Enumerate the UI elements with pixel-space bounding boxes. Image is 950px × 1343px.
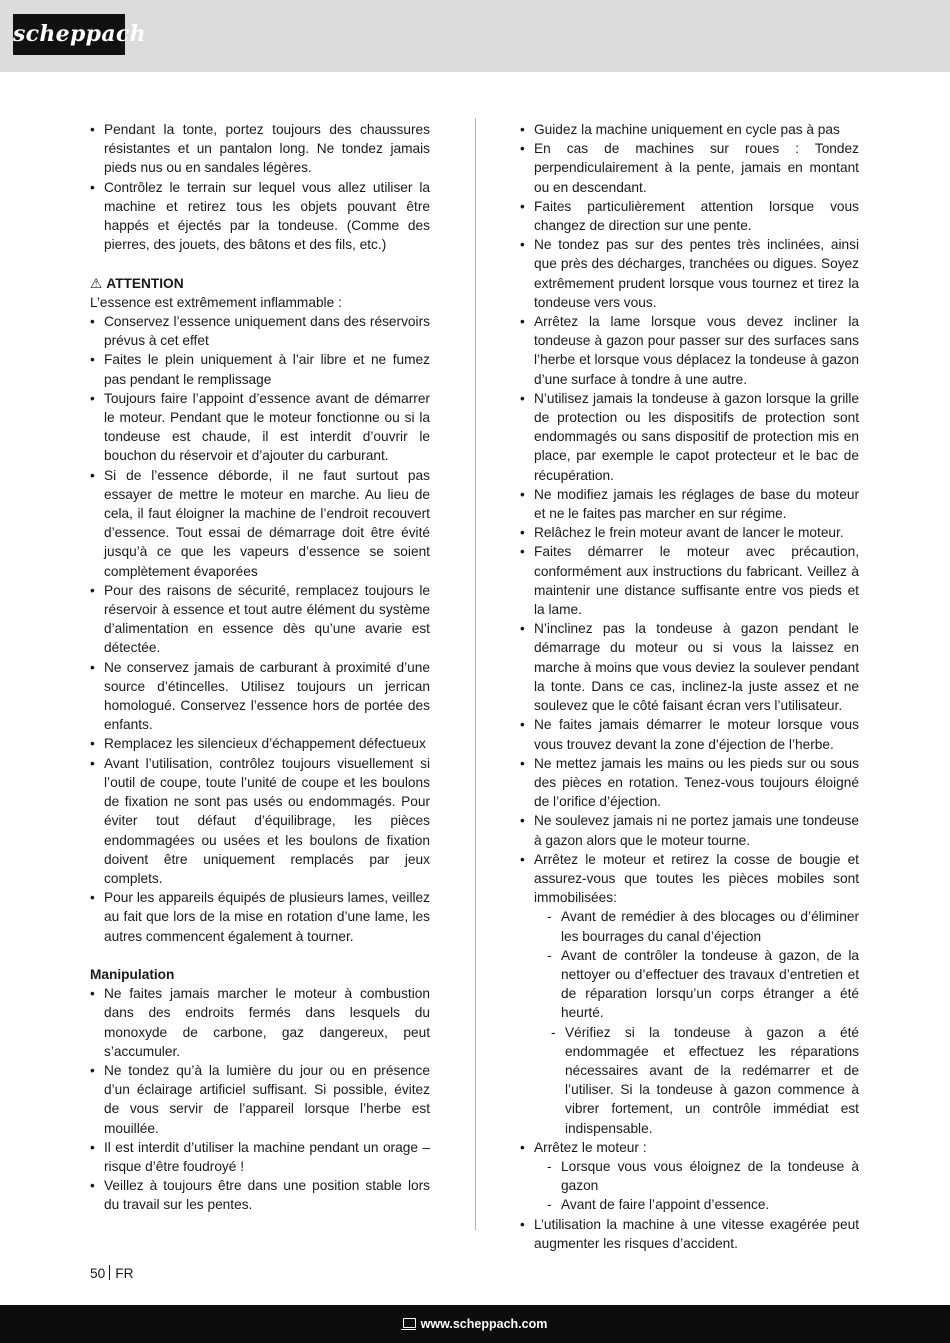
list-item: • Faites le plein uniquement à l’air libre et ne fumez pas pendant le remplissage bbox=[90, 350, 430, 388]
list-item: • N’utilisez jamais la tondeuse à gazon lorsque la grille de protection ou les dispositifs de protection sont endommagés ou sans dispositif de protection mis en place, par exemple le capot protecteur et le bac de récupération. bbox=[520, 389, 859, 485]
list-item: • Avant l’utilisation, contrôlez toujours visuellement si l’outil de coupe, toute l’unité de coupe et les boulons de fixation ne sont pas usés ou endommagés. Pour éviter tout défaut d’équilibrage, les pièces endommagées ou usées et les boulons de fixation doivent être uniquement remplacés par jeux complets. bbox=[90, 754, 430, 888]
list-item: • Pour des raisons de sécurité, remplacez toujours le réservoir à essence et tout autre élément du système d’alimentation en essence dès qu’une avarie est détectée. bbox=[90, 581, 430, 658]
page-separator bbox=[109, 1265, 110, 1280]
list-item: • Conservez l’essence uniquement dans des réservoirs prévus à cet effet bbox=[90, 312, 430, 350]
footer-band bbox=[0, 1305, 950, 1343]
sub-list-item: - Vérifiez si la tondeuse à gazon a été endommagée et effectuez les réparations nécessaires avant de la redémarrer et de l’utiliser. Si la tondeuse à gazon commence à vibrer fortement, un contrôle immédiat est indispensable. bbox=[534, 1023, 859, 1138]
computer-icon bbox=[403, 1318, 416, 1328]
left-column bbox=[90, 120, 430, 1215]
header-band bbox=[0, 0, 950, 72]
list-item: • Contrôlez le terrain sur lequel vous allez utiliser la machine et retirez tous les objets pouvant être happés et éjectés par la tondeuse. (Comme des pierres, des jouets, des bâtons et des fils, etc.) bbox=[90, 178, 430, 255]
list-item: • Si de l’essence déborde, il ne faut surtout pas essayer de mettre le moteur en marche. Au lieu de cela, il faut éloigner la machine de l’endroit recouvert d’essence. Tout essai de démarrage doit être évité jusqu’à ce que les vapeurs d’essence se soient complètement évaporées bbox=[90, 466, 430, 581]
list-item: • Ne conservez jamais de carburant à proximité d’une source d’étincelles. Utilisez toujours un jerrican homologué. Conservez l’essence hors de portée des enfants. bbox=[90, 658, 430, 735]
language-code: FR bbox=[115, 1266, 134, 1281]
list-item: • Remplacez les silencieux d’échappement défectueux bbox=[90, 734, 430, 753]
list-item: • L’utilisation la machine à une vitesse exagérée peut augmenter les risques d’accident. bbox=[520, 1215, 859, 1253]
list-item: • En cas de machines sur roues : Tondez perpendiculairement à la pente, jamais en montant ou en descendant. bbox=[520, 139, 859, 197]
column-divider bbox=[475, 118, 476, 1230]
list-item-text: Arrêtez le moteur : bbox=[534, 1139, 647, 1155]
list-item-stop-engine bbox=[520, 850, 859, 1138]
manipulation-heading: Manipulation bbox=[90, 966, 175, 982]
list-item-stop-motor bbox=[520, 1138, 859, 1215]
list-item-text: Arrêtez le moteur et retirez la cosse de bougie et assurez-vous que toutes les pièces mobiles sont immobilisées: bbox=[534, 851, 859, 906]
sub-list-item: - Avant de contrôler la tondeuse à gazon, de la nettoyer ou d’effectuer des travaux d’entretien et de réparation lorsqu’un corps étranger a été heurté. bbox=[534, 946, 859, 1023]
list-item: • Il est interdit d’utiliser la machine pendant un orage – risque d’être foudroyé ! bbox=[90, 1138, 430, 1176]
list-item: • Pour les appareils équipés de plusieurs lames, veillez au fait que lors de la mise en rotation d’une lame, les autres commencent également à tourner. bbox=[90, 888, 430, 946]
sub-list-item: - Avant de remédier à des blocages ou d’éliminer les bourrages du canal d’éjection bbox=[534, 907, 859, 945]
list-item: • Faites particulièrement attention lorsque vous changez de direction sur une pente. bbox=[520, 197, 859, 235]
list-item: • Guidez la machine uniquement en cycle pas à pas bbox=[520, 120, 859, 139]
right-column bbox=[520, 120, 859, 1253]
list-item: • Ne modifiez jamais les réglages de base du moteur et ne le faites pas marcher en sur régime. bbox=[520, 485, 859, 523]
page-number-value: 50 bbox=[90, 1266, 106, 1281]
list-item: • Relâchez le frein moteur avant de lancer le moteur. bbox=[520, 523, 859, 542]
list-item: • N’inclinez pas la tondeuse à gazon pendant le démarrage du moteur ou si vous la laissez en marche à moins que vous deviez la soulever pendant la tonte. Dans ce cas, inclinez-la juste assez et ne soulevez que le côté faisant écran vers l’utilisateur. bbox=[520, 619, 859, 715]
list-item: • Pendant la tonte, portez toujours des chaussures résistantes et un pantalon long. Ne tondez jamais pieds nus ou en sandales légères. bbox=[90, 120, 430, 178]
warning-icon: ⚠ bbox=[90, 275, 103, 291]
list-item: • Ne tondez qu’à la lumière du jour ou en présence d’un éclairage artificiel suffisant. Si possible, évitez de vous servir de l’appareil lorsque l’herbe est mouillée. bbox=[90, 1061, 430, 1138]
list-item: • Ne faites jamais démarrer le moteur lorsque vous vous trouvez devant la zone d’éjection de l’herbe. bbox=[520, 715, 859, 753]
sub-list-item: - Lorsque vous vous éloignez de la tondeuse à gazon bbox=[534, 1157, 859, 1195]
intro-list bbox=[90, 120, 430, 254]
website-link[interactable]: www.scheppach.com bbox=[420, 1317, 548, 1331]
list-item: • Ne mettez jamais les mains ou les pieds sur ou sous des pièces en rotation. Tenez-vous toujours éloigné de l’orifice d’éjection. bbox=[520, 754, 859, 812]
list-item: • Ne soulevez jamais ni ne portez jamais une tondeuse à gazon alors que le moteur tourne. bbox=[520, 811, 859, 849]
list-item: • Faites démarrer le moteur avec précaution, conformément aux instructions du fabricant. Veillez à maintenir une distance suffisante entre vos pieds et la lame. bbox=[520, 542, 859, 619]
warning-heading-text: ATTENTION bbox=[106, 275, 184, 291]
warning-lead: L’essence est extrêmement inflammable : bbox=[90, 294, 342, 310]
list-item: • Ne faites jamais marcher le moteur à combustion dans des endroits fermés dans lesquels du monoxyde de carbone, gaz dangereux, peut s’accumuler. bbox=[90, 984, 430, 1061]
sub-list-item: - Avant de faire l’appoint d’essence. bbox=[534, 1195, 859, 1214]
safety-list bbox=[520, 120, 859, 1253]
manipulation-list bbox=[90, 984, 430, 1214]
list-item: • Veillez à toujours être dans une position stable lors du travail sur les pentes. bbox=[90, 1176, 430, 1214]
page-number bbox=[90, 1265, 133, 1281]
brand-logo: scheppach bbox=[13, 14, 125, 55]
sub-list bbox=[534, 1157, 859, 1215]
sub-list bbox=[534, 907, 859, 1137]
list-item: • Ne tondez pas sur des pentes très inclinées, ainsi que près des décharges, tranchées ou digues. Soyez extrêmement prudent lorsque vous tournez et tirez la tondeuse vers vous. bbox=[520, 235, 859, 312]
list-item: • Arrêtez la lame lorsque vous devez incliner la tondeuse à gazon pour passer sur des surfaces sans l’herbe et lorsque vous déplacez la tondeuse à gazon d’une surface à tondre à une autre. bbox=[520, 312, 859, 389]
warning-heading bbox=[90, 274, 430, 293]
list-item: • Toujours faire l’appoint d’essence avant de démarrer le moteur. Pendant que le moteur fonctionne ou si la tondeuse est chaude, il est interdit d’ouvrir le bouchon du réservoir et d’ajouter du carburant. bbox=[90, 389, 430, 466]
warning-list bbox=[90, 312, 430, 946]
